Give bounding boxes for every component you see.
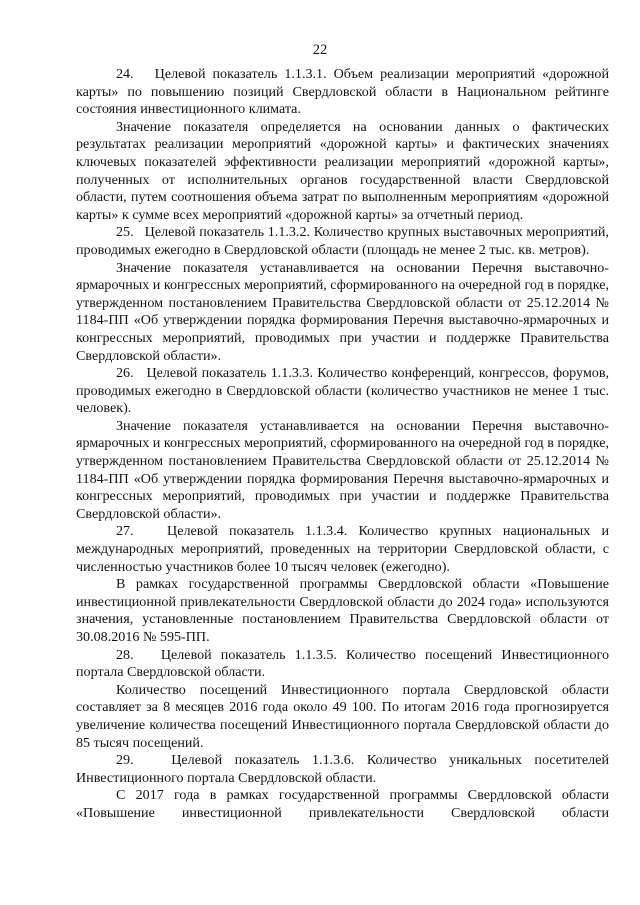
page-number: 22 — [312, 42, 328, 58]
paragraph-target-1-1-3-3-method: Значение показателя устанавливается на основании Перечня выставочно-ярмарочных и конгрессных мероприятий, сформированного на очередной год в порядке, утвержденном постановлением Правительства Свердловской области от 25.12.2014 № 1184-ПП «Об утверждении порядка формирования Перечня выставочно-ярмарочных и конгрессных мероприятий, проводимых при участии и поддержке Правительства Свердловской области». — [76, 417, 609, 522]
paragraph-target-1-1-3-1-method: Значение показателя определяется на основании данных о фактических результатах реализации мероприятий «дорожной карты» и фактических значениях ключевых показателей эффективности реализации мероприятий «дорожной карты», полученных от исполнительных органов государственной власти Свердловской области, путем соотношения объема затрат по выполненным мероприятиям «дорожной карты» к сумме всех мероприятий «дорожной карты» за отчетный период. — [76, 118, 609, 223]
paragraph-target-1-1-3-1: 24. Целевой показатель 1.1.3.1. Объем реализации мероприятий «дорожной карты» по повышению позиций Свердловской области в Национальном рейтинге состояния инвестиционного климата. — [76, 66, 609, 118]
paragraph-target-1-1-3-4-method: В рамках государственной программы Свердловской области «Повышение инвестиционной привлекательности Свердловской области до 2024 года» используются значения, установленные постановлением Правительства Свердловской области от 30.08.2016 № 595-ПП. — [76, 576, 609, 645]
document-body — [76, 66, 609, 823]
paragraph-target-1-1-3-3: 26. Целевой показатель 1.1.3.3. Количество конференций, конгрессов, форумов, проводимых ежегодно в Свердловской области (количество участников не менее 1 тыс. человек). — [76, 365, 609, 417]
paragraph-target-1-1-3-4: 27. Целевой показатель 1.1.3.4. Количество крупных национальных и международных мероприятий, проведенных на территории Свердловской области, с численностью участников более 10 тысяч человек (ежегодно). — [76, 523, 609, 575]
paragraph-target-1-1-3-6-method: С 2017 года в рамках государственной программы Свердловской области «Повышение инвестиционной привлекательности Свердловской области — [76, 787, 609, 821]
paragraph-target-1-1-3-2-method: Значение показателя устанавливается на основании Перечня выставочно-ярмарочных и конгрессных мероприятий, сформированного на очередной год в порядке, утвержденном постановлением Правительства Свердловской области от 25.12.2014 № 1184-ПП «Об утверждении порядка формирования Перечня выставочно-ярмарочных и конгрессных мероприятий, проводимых при участии и поддержке Правительства Свердловской области». — [76, 259, 609, 364]
paragraph-target-1-1-3-5-method: Количество посещений Инвестиционного портала Свердловской области составляет за 8 месяцев 2016 года около 49 100. По итогам 2016 года прогнозируется увеличение количества посещений Инвестиционного портала Свердловской области до 85 тысяч посещений. — [76, 681, 609, 751]
paragraph-target-1-1-3-2: 25. Целевой показатель 1.1.3.2. Количество крупных выставочных мероприятий, проводимых ежегодно в Свердловской области (площадь не менее 2 тыс. кв. метров). — [76, 224, 609, 258]
paragraph-target-1-1-3-6: 29. Целевой показатель 1.1.3.6. Количество уникальных посетителей Инвестиционного портала Свердловской области. — [76, 752, 609, 786]
paragraph-target-1-1-3-5: 28. Целевой показатель 1.1.3.5. Количество посещений Инвестиционного портала Свердловской области. — [76, 646, 609, 681]
